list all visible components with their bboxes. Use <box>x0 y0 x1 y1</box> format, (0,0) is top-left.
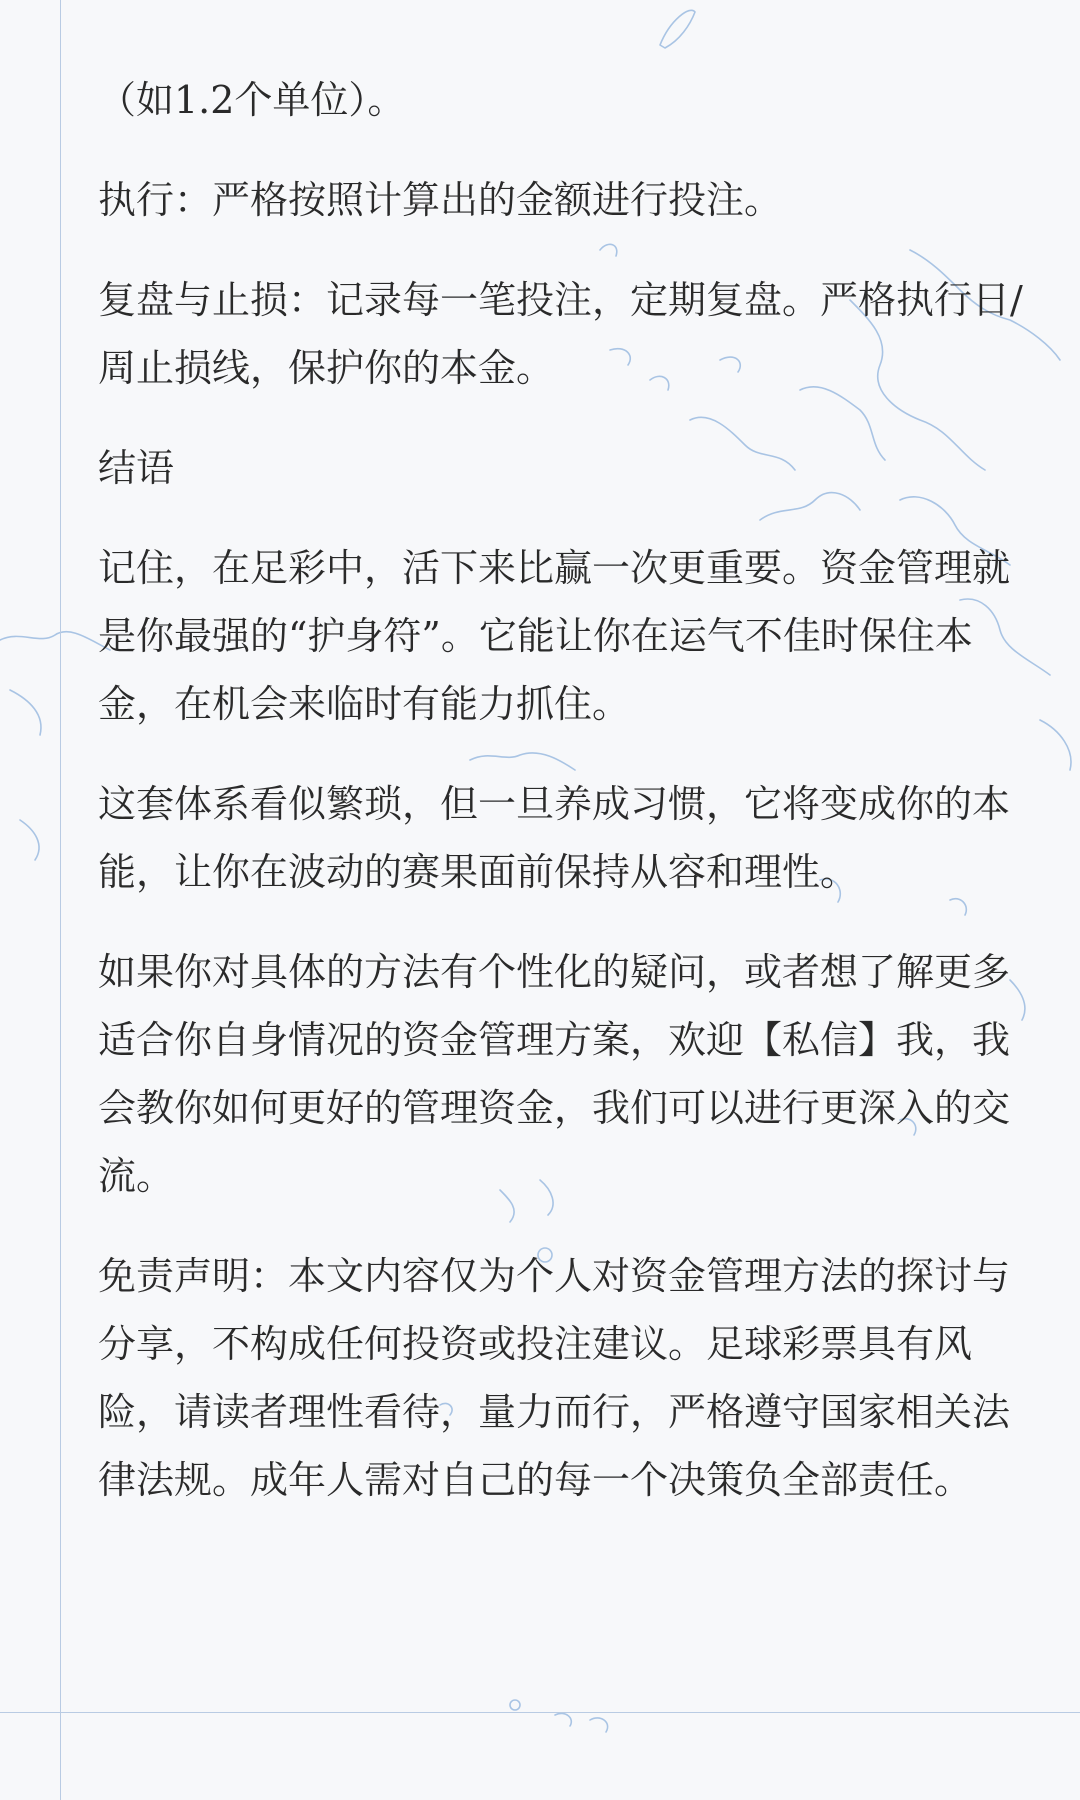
section-heading-conclusion: 结语 <box>98 446 175 490</box>
horizontal-margin-line <box>0 1712 1080 1713</box>
paragraph-system-habit: 这套体系看似繁琐，但一旦养成习惯，它将变成你的本能，让你在波动的赛果面前保持从容和理性。 <box>98 782 1011 894</box>
paragraph-review-stoploss: 复盘与止损：记录每一笔投注，定期复盘。严格执行日/周止损线，保护你的本金。 <box>98 278 1023 390</box>
vertical-margin-line <box>60 0 61 1800</box>
paragraph-disclaimer: 免责声明：本文内容仅为个人对资金管理方法的探讨与分享，不构成任何投资或投注建议。足球彩票具有风险，请读者理性看待，量力而行，严格遵守国家相关法律法规。成年人需对自己的每一个决策负全部责任。 <box>98 1254 1011 1502</box>
paragraph-unit-note: （如1.2个单位）。 <box>98 78 406 122</box>
paragraph-contact-invite: 如果你对具体的方法有个性化的疑问，或者想了解更多适合你自身情况的资金管理方案，欢迎【私信】我，我会教你如何更好的管理资金，我们可以进行更深入的交流。 <box>98 950 1011 1198</box>
paragraph-remember: 记住，在足彩中，活下来比赢一次更重要。资金管理就是你最强的“护身符”。它能让你在运气不佳时保住本金，在机会来临时有能力抓住。 <box>98 546 1011 726</box>
paragraph-execute: 执行：严格按照计算出的金额进行投注。 <box>98 178 783 222</box>
article-body <box>98 66 1028 1546</box>
